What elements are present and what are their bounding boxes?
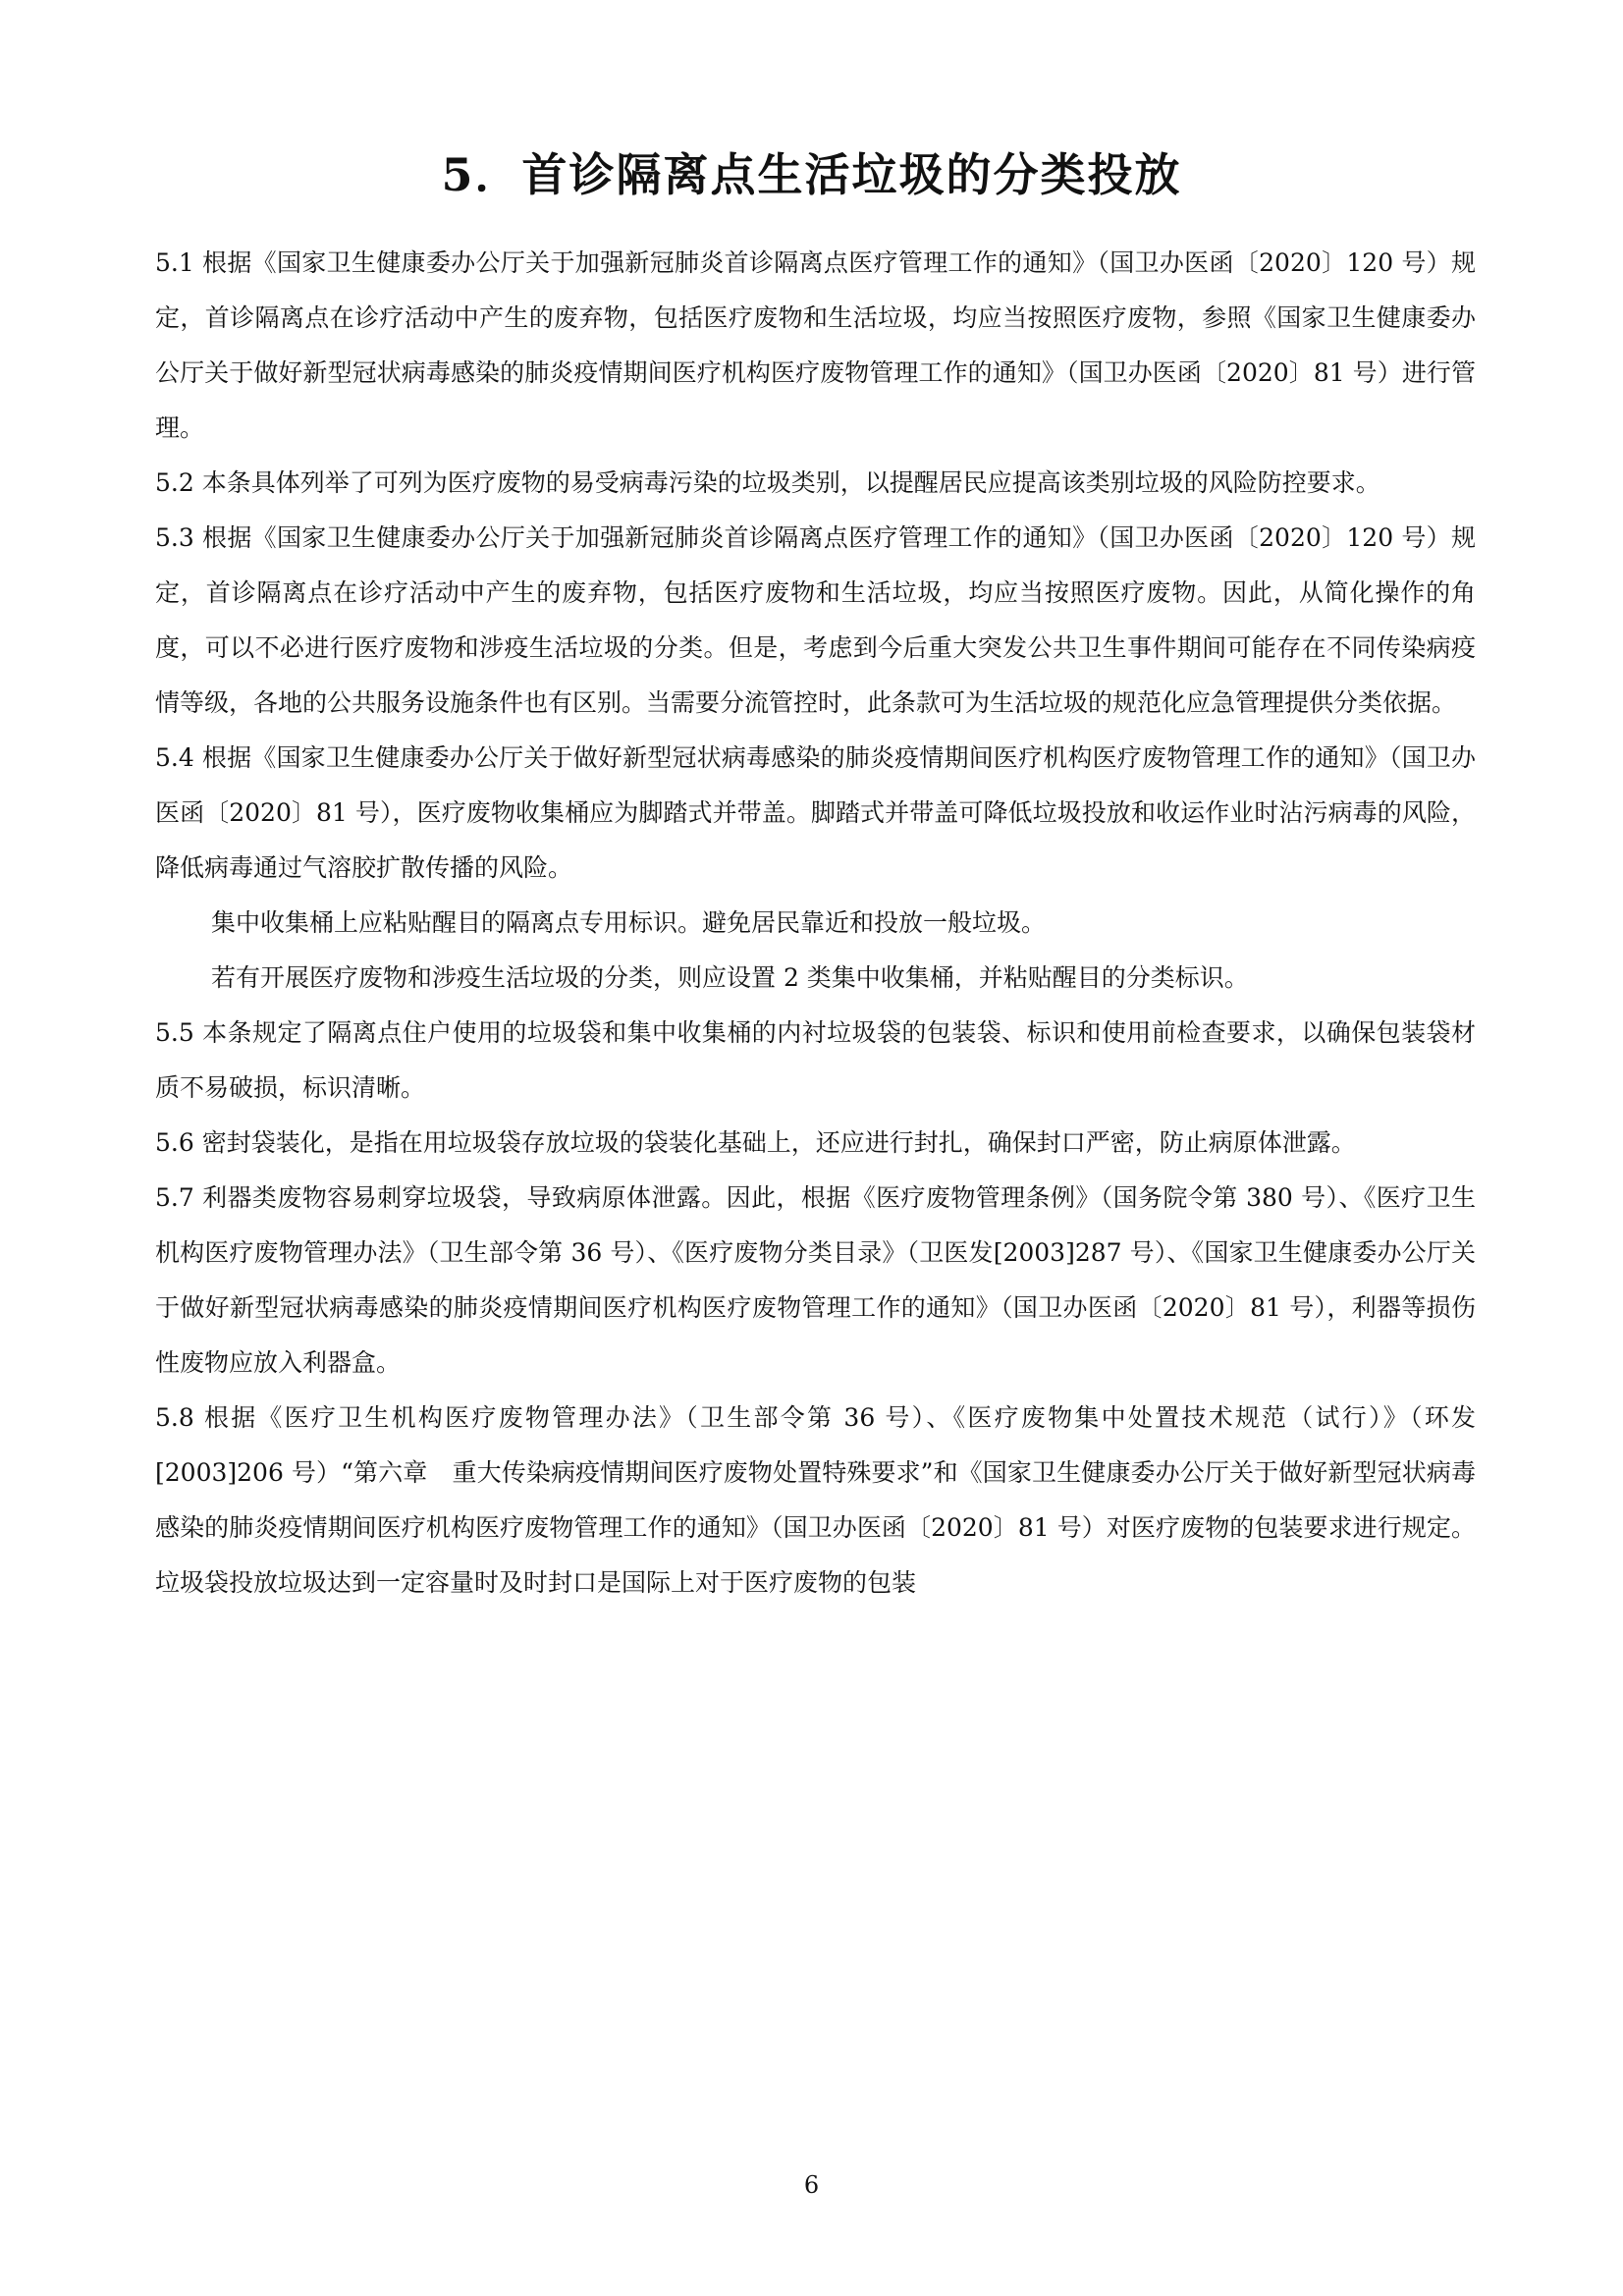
paragraph-5-2: 5.2 本条具体列举了可列为医疗废物的易受病毒污染的垃圾类别，以提醒居民应提高该类别垃圾的风险防控要求。 <box>155 468 1380 497</box>
paragraph-5-8: 5.8 根据《医疗卫生机构医疗废物管理办法》（卫生部令第 36 号）、《医疗废物集中处置技术规范（试行）》（环发[2003]206 号）“第六章 重大传染病疫情期间医疗废物处置特殊要求”和《国家卫生健康委办公厅关于做好新型冠状病毒感染的肺炎疫情期间医疗机构医疗废物管理工作的通知》（国卫办医函〔2020〕81 号）对医疗废物的包装要求进行规定。垃圾袋投放垃圾达到一定容量时及时封口是国际上对于医疗废物的包装 <box>155 1403 1476 1597</box>
paragraph-5-6: 5.6 密封袋装化，是指在用垃圾袋存放垃圾的袋装化基础上，还应进行封扎，确保封口严密，防止病原体泄露。 <box>155 1128 1356 1157</box>
paragraph-5-5: 5.5 本条规定了隔离点住户使用的垃圾袋和集中收集桶的内衬垃圾袋的包装袋、标识和使用前检查要求，以确保包装袋材质不易破损，标识清晰。 <box>155 1018 1476 1102</box>
paragraph-5-3: 5.3 根据《国家卫生健康委办公厅关于加强新冠肺炎首诊隔离点医疗管理工作的通知》（国卫办医函〔2020〕120 号）规定，首诊隔离点在诊疗活动中产生的废弃物，包括医疗废物和生活垃圾，均应当按照医疗废物。因此，从简化操作的角度，可以不必进行医疗废物和涉疫生活垃圾的分类。但是，考虑到今后重大突发公共卫生事件期间可能存在不同传染病疫情等级，各地的公共服务设施条件也有区别。当需要分流管控时，此条款可为生活垃圾的规范化应急管理提供分类依据。 <box>155 523 1476 717</box>
section-title: 5．首诊隔离点生活垃圾的分类投放 <box>441 148 1182 201</box>
paragraph-5-4: 5.4 根据《国家卫生健康委办公厅关于做好新型冠状病毒感染的肺炎疫情期间医疗机构医疗废物管理工作的通知》（国卫办医函〔2020〕81 号），医疗废物收集桶应为脚踏式并带盖。脚踏式并带盖可降低垃圾投放和收运作业时沾污病毒的风险，降低病毒通过气溶胶扩散传播的风险。 <box>155 743 1476 882</box>
body-text <box>155 236 1476 1611</box>
paragraph-5-7: 5.7 利器类废物容易刺穿垃圾袋，导致病原体泄露。因此，根据《医疗废物管理条例》（国务院令第 380 号）、《医疗卫生机构医疗废物管理办法》（卫生部令第 36 号）、《医疗废物分类目录》（卫医发[2003]287 号）、《国家卫生健康委办公厅关于做好新型冠状病毒感染的肺炎疫情期间医疗机构医疗废物管理工作的通知》（国卫办医函〔2020〕81 号），利器等损伤性废物应放入利器盒。 <box>155 1183 1476 1377</box>
paragraph-5-4-collection-bin-label: 集中收集桶上应粘贴醒目的隔离点专用标识。避免居民靠近和投放一般垃圾。 <box>211 908 1047 937</box>
paragraph-5-1: 5.1 根据《国家卫生健康委办公厅关于加强新冠肺炎首诊隔离点医疗管理工作的通知》（国卫办医函〔2020〕120 号）规定，首诊隔离点在诊疗活动中产生的废弃物，包括医疗废物和生活垃圾，均应当按照医疗废物，参照《国家卫生健康委办公厅关于做好新型冠状病毒感染的肺炎疫情期间医疗机构医疗废物管理工作的通知》（国卫办医函〔2020〕81 号）进行管理。 <box>155 248 1476 442</box>
paragraph-5-4-classification-bins: 若有开展医疗废物和涉疫生活垃圾的分类，则应设置 2 类集中收集桶，并粘贴醒目的分类标识。 <box>211 963 1249 992</box>
page-number: 6 <box>803 2171 820 2199</box>
